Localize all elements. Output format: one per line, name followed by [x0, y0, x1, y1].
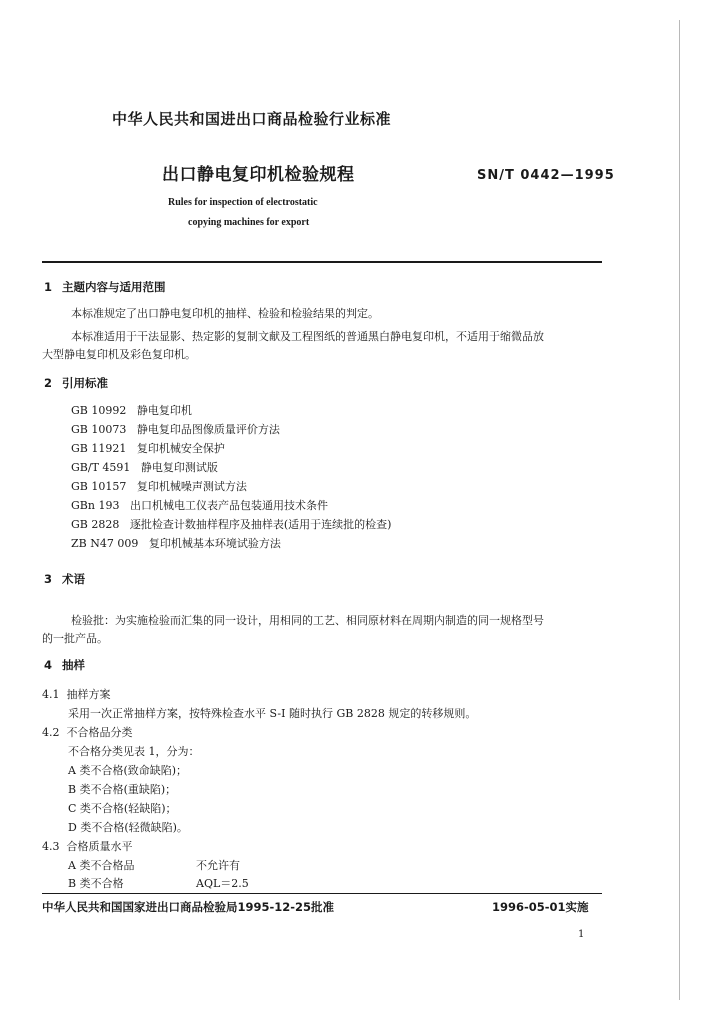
reference-item [71, 478, 247, 494]
section-3-definition-line-2: 的一批产品。 [42, 632, 108, 645]
reference-name: 逐批检查计数抽样程序及抽样表(适用于连续批的检查) [129, 518, 392, 531]
section-1-heading [44, 279, 166, 295]
subsection-title: 不合格品分类 [66, 726, 133, 739]
subsection-number: 4.1 [42, 688, 60, 701]
section-number: 1 [44, 280, 53, 294]
reference-item [71, 402, 192, 418]
section-number: 2 [44, 376, 53, 390]
reference-name: 出口机械电工仪表产品包装通用技术条件 [129, 499, 328, 512]
reference-item [71, 535, 281, 551]
reference-item [71, 440, 225, 456]
section-title: 术语 [62, 572, 85, 586]
defect-class-item: B 类不合格(重缺陷)； [68, 783, 177, 796]
reference-name: 静电复印测试版 [140, 461, 218, 474]
section-4-heading [44, 657, 85, 673]
section-1-paragraph-2-line-1: 本标准适用于干法显影、热定影的复制文献及工程图纸的普通黑白静电复印机，不适用于缩微品放 [71, 330, 544, 343]
reference-code: GBn 193 [71, 499, 120, 512]
effective-date: 1996-05-01实施 [492, 900, 589, 914]
reference-name: 复印机械安全保护 [136, 442, 225, 455]
section-title: 抽样 [62, 658, 85, 672]
section-2-heading [44, 375, 108, 391]
reference-code: GB 10157 [71, 480, 127, 493]
section-3-definition-line-1: 检验批：为实施检验而汇集的同一设计，用相同的工艺、相同原材料在周期内制造的同一规格型号 [71, 614, 544, 627]
reference-item [71, 497, 328, 513]
aql-class-label: A 类不合格品 [68, 859, 135, 872]
subsection-4-1-heading [42, 686, 111, 702]
aql-class-value: AQL＝2.5 [196, 877, 249, 890]
subsection-4-2-heading [42, 724, 133, 740]
defect-class-item: A 类不合格(致命缺陷)； [68, 764, 188, 777]
reference-code: GB 2828 [71, 518, 120, 531]
subsection-title: 合格质量水平 [66, 840, 133, 853]
subsection-title: 抽样方案 [66, 688, 111, 701]
reference-code: GB/T 4591 [71, 461, 131, 474]
section-title: 引用标准 [62, 376, 108, 390]
defect-class-item: C 类不合格(轻缺陷)； [68, 802, 177, 815]
section-1-paragraph-1: 本标准规定了出口静电复印机的抽样、检验和检验结果的判定。 [71, 307, 379, 320]
header-divider [42, 261, 602, 263]
section-number: 3 [44, 572, 53, 586]
reference-item [71, 421, 280, 437]
issuing-organization: 中华人民共和国进出口商品检验行业标准 [112, 110, 392, 128]
reference-name: 复印机械噪声测试方法 [136, 480, 247, 493]
reference-name: 复印机械基本环境试验方法 [148, 537, 281, 550]
reference-code: GB 11921 [71, 442, 127, 455]
reference-name: 静电复印品图像质量评价方法 [136, 423, 280, 436]
document-title: 出口静电复印机检验规程 [162, 165, 355, 185]
subsection-number: 4.2 [42, 726, 60, 739]
subsection-4-3-heading [42, 838, 133, 854]
reference-code: ZB N47 009 [71, 537, 139, 550]
subsection-4-1-text: 采用一次正常抽样方案，按特殊检查水平 S-I 随时执行 GB 2828 规定的转移规则。 [68, 707, 477, 720]
subsection-number: 4.3 [42, 840, 60, 853]
aql-class-label: B 类不合格 [68, 877, 124, 890]
reference-item [71, 516, 391, 532]
reference-code: GB 10073 [71, 423, 127, 436]
section-1-paragraph-2-line-2: 大型静电复印机及彩色复印机。 [42, 348, 196, 361]
scan-edge-line [679, 20, 680, 1000]
reference-item [71, 459, 218, 475]
section-title: 主题内容与适用范围 [62, 280, 166, 294]
reference-code: GB 10992 [71, 404, 127, 417]
aql-class-value: 不允许有 [196, 859, 240, 872]
approval-line: 中华人民共和国国家进出口商品检验局1995-12-25批准 [42, 900, 335, 914]
section-3-heading [44, 571, 85, 587]
footer-divider [42, 893, 602, 894]
page-number: 1 [578, 929, 585, 940]
defect-class-item: D 类不合格(轻微缺陷)。 [68, 821, 188, 834]
standard-code: SN/T 0442—1995 [477, 168, 615, 183]
subsection-4-2-intro: 不合格分类见表 1，分为： [68, 745, 200, 758]
english-title-line-2: copying machines for export [188, 217, 310, 228]
english-title-line-1: Rules for inspection of electrostatic [168, 197, 318, 208]
section-number: 4 [44, 658, 53, 672]
reference-name: 静电复印机 [136, 404, 192, 417]
